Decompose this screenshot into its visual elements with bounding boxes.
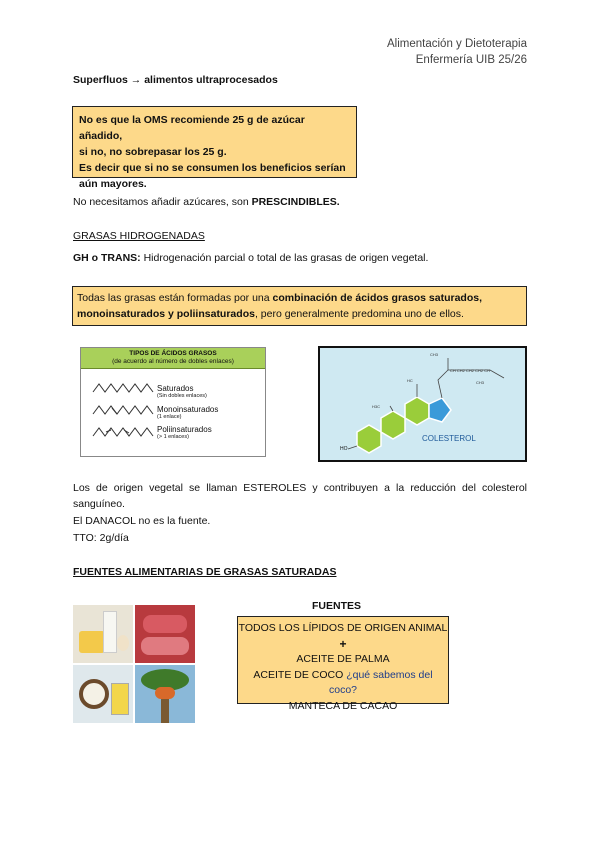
course-subtitle: Enfermería UIB 25/26	[415, 54, 527, 66]
prescindibles-line	[73, 194, 340, 210]
fuentes-line-2: ACEITE DE PALMA	[296, 653, 390, 665]
fatty-acids-title: TIPOS DE ÁCIDOS GRASOS	[129, 350, 217, 357]
monoinsaturados-label: Monoinsaturados	[157, 405, 219, 414]
combination-bold-2: monoinsaturados y poliinsaturados	[77, 308, 255, 320]
svg-text:CH CH2 CH2 CH2 CH: CH CH2 CH2 CH2 CH	[450, 368, 491, 373]
aceite-coco-label: ACEITE DE COCO	[253, 668, 347, 681]
fatty-acid-row-3	[157, 425, 212, 441]
gh-definition: Hidrogenación parcial o total de las grasas de origen vegetal.	[140, 252, 429, 264]
plus-sign: +	[339, 636, 347, 651]
fuentes-title: FUENTES	[312, 600, 362, 612]
fatty-acids-figure	[80, 347, 266, 457]
oms-line-2: si no, no sobrepasar los 25 g.	[79, 146, 227, 158]
esteroles-line-1: Los de origen vegetal se llaman ESTEROLES y contribuyen a la reducción del colesterol	[73, 482, 527, 494]
combination-text-1: Todas las grasas están formadas por una	[77, 292, 273, 304]
coconut-icon	[79, 679, 109, 709]
fatty-acid-chains-icon	[91, 380, 161, 452]
oms-note-box	[72, 106, 357, 190]
saturados-note: (Sin dobles enlaces)	[157, 393, 207, 399]
svg-text:CH3: CH3	[476, 380, 485, 385]
superfluos-label: Superfluos	[73, 74, 128, 86]
gh-trans-line	[73, 250, 428, 266]
oil-bottle-icon	[111, 683, 129, 715]
fatty-acid-row-1	[157, 384, 207, 400]
monoinsaturados-note: (1 enlace)	[157, 414, 182, 420]
food-collage-image	[73, 605, 195, 723]
colesterol-label: COLESTEROL	[422, 434, 476, 443]
saturados-label: Saturados	[157, 384, 194, 393]
fatty-acid-row-2	[157, 405, 218, 421]
esteroles-line-2: sanguíneo.	[73, 498, 125, 510]
oms-line-4: aún mayores.	[79, 178, 147, 190]
coconut-oil-photo	[73, 665, 133, 723]
svg-text:CH3: CH3	[430, 352, 439, 357]
fuentes-line-1: TODOS LOS LÍPIDOS DE ORIGEN ANIMAL	[238, 622, 448, 634]
svg-text:H3C: H3C	[372, 404, 381, 409]
meat-photo	[135, 605, 195, 663]
poliinsaturados-label: Poliinsaturados	[157, 425, 212, 434]
oms-line-3: Es decir que si no se consumen los beneficios serían	[79, 162, 346, 174]
palm-fruit-icon	[155, 687, 175, 699]
superfluos-rest: alimentos ultraprocesados	[144, 74, 278, 86]
milk-icon	[103, 611, 117, 653]
fuentes-line-4: MANTECA DE CACAO	[288, 699, 398, 712]
combination-text-2: , pero generalmente predomina uno de ellos.	[254, 308, 464, 320]
fatty-acids-figure-header	[81, 348, 265, 369]
grasas-hidrogenadas-heading: GRASAS HIDROGENADAS	[73, 230, 205, 242]
oms-line-1: No es que la OMS recomiende 25 g de azúcar añadido,	[79, 114, 305, 142]
meat-icon	[143, 615, 187, 633]
gh-label: GH o TRANS:	[73, 252, 141, 264]
prescindibles-bold: PRESCINDIBLES.	[251, 196, 340, 208]
coco-question-link[interactable]: ¿qué sabemos del coco?	[328, 668, 433, 696]
ham-icon	[141, 637, 189, 655]
svg-text:HC: HC	[407, 378, 413, 383]
palm-photo	[135, 665, 195, 723]
cholesterol-figure	[318, 346, 527, 462]
course-title: Alimentación y Dietoterapia	[387, 38, 527, 50]
egg-icon	[117, 635, 129, 651]
cheese-icon	[79, 631, 105, 653]
dairy-photo	[73, 605, 133, 663]
cholesterol-structure-icon	[320, 348, 525, 460]
poliinsaturados-note: (> 1 enlaces)	[157, 434, 189, 440]
document-header	[387, 36, 527, 68]
arrow-glyph: →	[130, 74, 142, 86]
danacol-line: El DANACOL no es la fuente.	[73, 515, 211, 527]
combination-note-box	[72, 286, 527, 326]
fuentes-line-3	[238, 668, 448, 699]
superfluos-line	[73, 72, 278, 88]
fatty-acids-subtitle: (de acuerdo al número de dobles enlaces)	[112, 358, 234, 365]
fuentes-heading: FUENTES ALIMENTARIAS DE GRASAS SATURADAS	[73, 566, 337, 578]
tto-line: TTO: 2g/día	[73, 532, 129, 544]
ho-label: HO	[340, 446, 348, 452]
fuentes-box	[237, 616, 449, 712]
prescindibles-text: No necesitamos añadir azúcares, son	[73, 196, 252, 208]
combination-bold-1: combinación de ácidos grasos saturados,	[272, 292, 483, 304]
